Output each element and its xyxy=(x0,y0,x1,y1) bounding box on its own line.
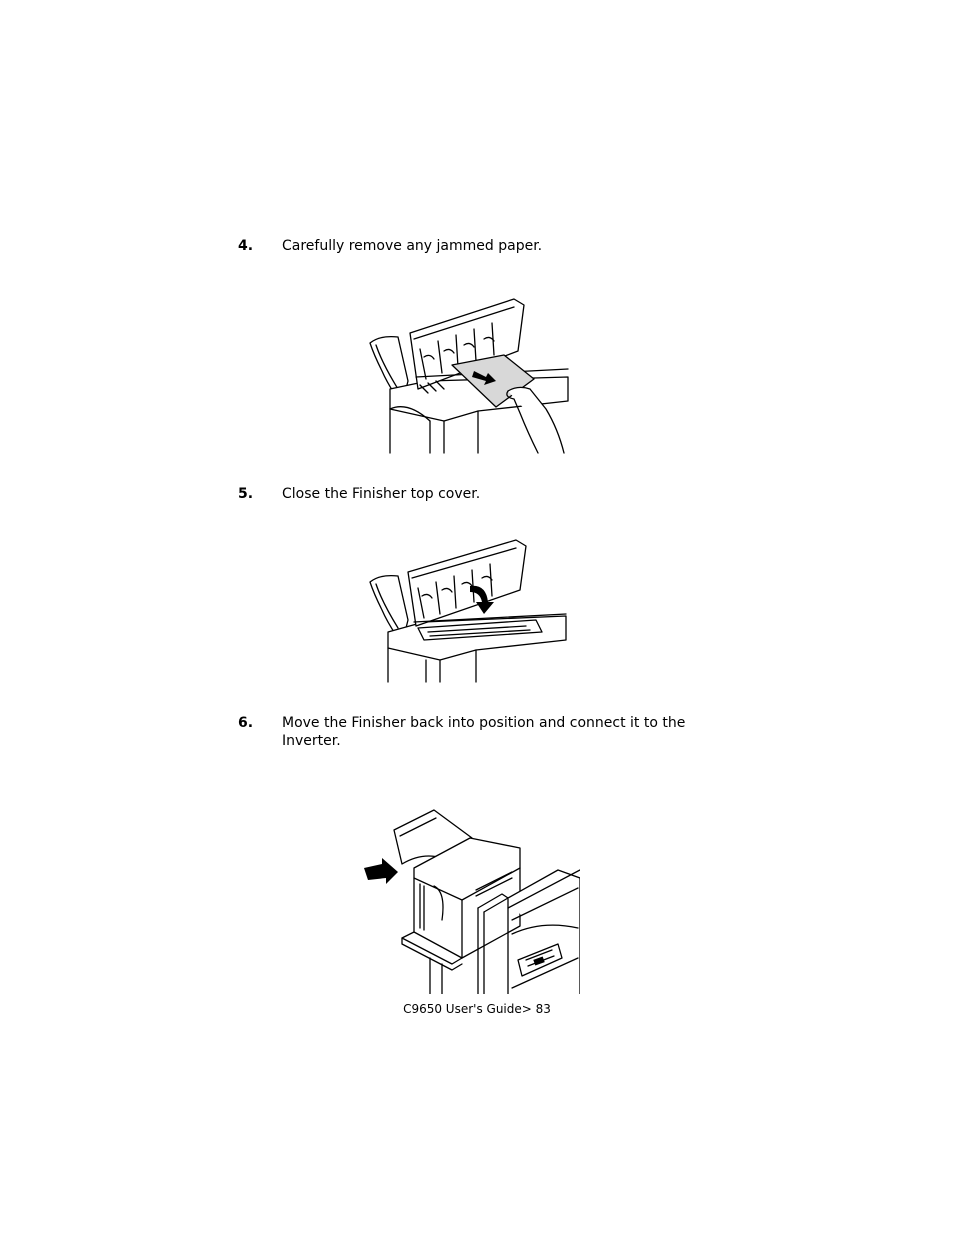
page-footer: C9650 User's Guide> 83 xyxy=(403,1002,551,1016)
step-text: Carefully remove any jammed paper. xyxy=(282,238,543,254)
step-number: 5. xyxy=(238,486,254,502)
step-number: 4. xyxy=(238,238,254,254)
step-number: 6. xyxy=(238,715,254,731)
remove-jammed-paper-illustration xyxy=(368,293,574,455)
close-finisher-cover-illustration xyxy=(366,536,572,684)
connect-finisher-to-inverter-illustration xyxy=(362,808,580,994)
step-text: Move the Finisher back into position and connect it to the Inverter. xyxy=(282,715,686,749)
step-text: Close the Finisher top cover. xyxy=(282,486,481,502)
